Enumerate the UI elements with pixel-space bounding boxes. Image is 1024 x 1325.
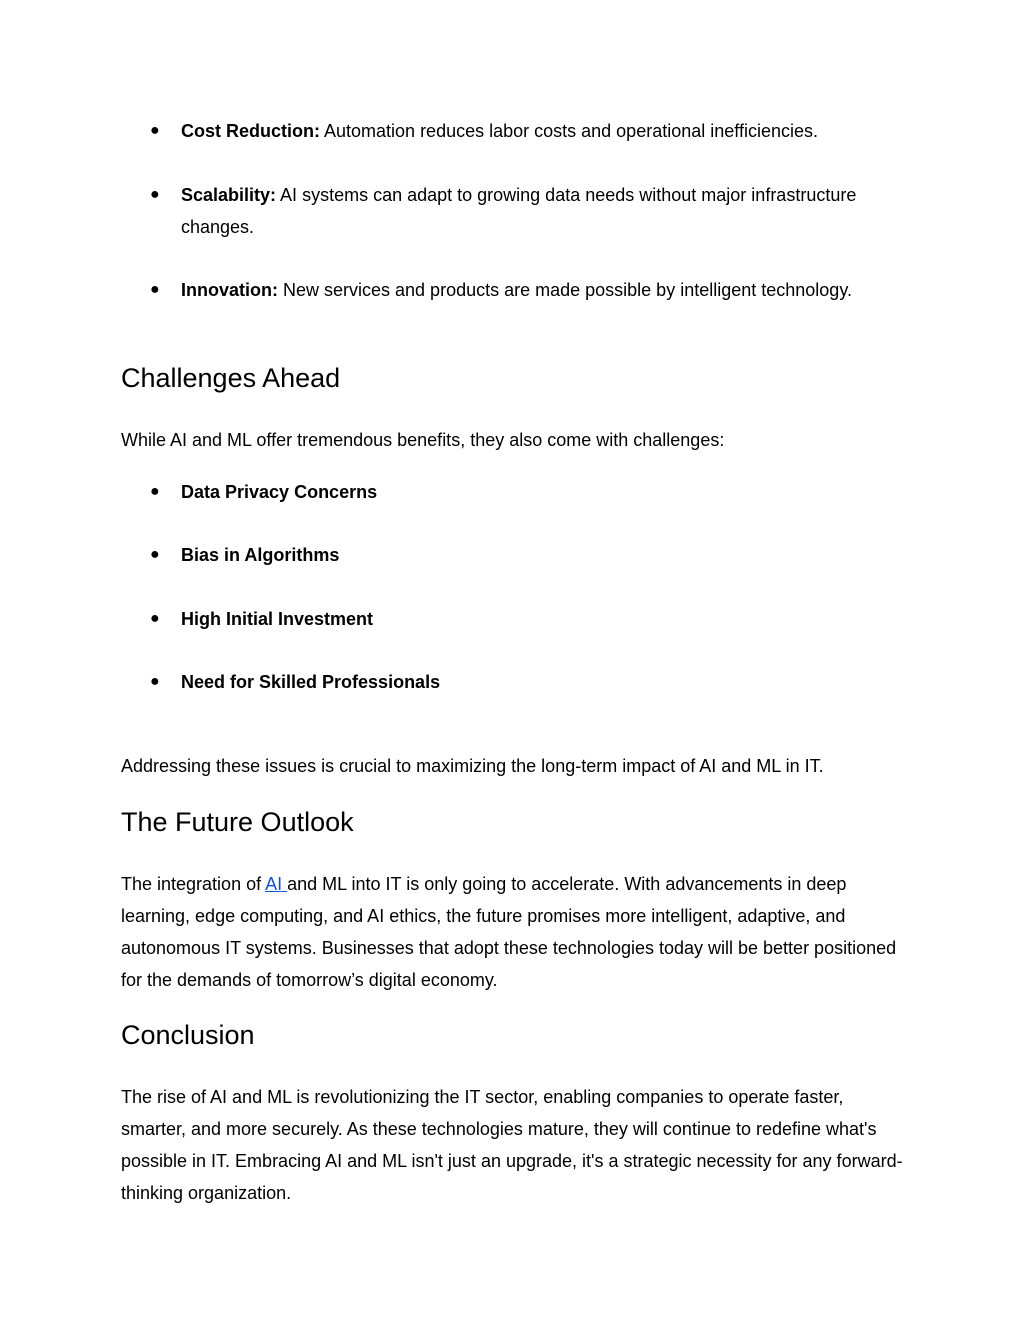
benefit-term: Scalability:	[181, 185, 277, 205]
conclusion-paragraph: The rise of AI and ML is revolutionizing the IT sector, enabling companies to operate faster, smarter, and more securely. As these technologies mature, they will continue to redefine what's possible in IT. Embracing AI and ML isn't just an upgrade, it's a strategic necessity for any forward-thinking organization.	[121, 1087, 903, 1203]
bullet-icon: ●	[150, 281, 160, 298]
benefit-description: New services and products are made possible by intelligent technology.	[278, 280, 852, 300]
bullet-icon: ●	[150, 186, 160, 203]
challenges-heading: Challenges Ahead	[121, 363, 341, 393]
bullet-icon: ●	[150, 546, 160, 563]
challenge-item-skilled-professionals	[150, 666, 910, 698]
challenges-closing: Addressing these issues is crucial to maximizing the long-term impact of AI and ML in IT.	[121, 756, 824, 776]
future-text-start: The integration of	[121, 874, 266, 894]
future-heading: The Future Outlook	[121, 807, 354, 837]
bullet-icon: ●	[150, 673, 160, 690]
challenge-label: Data Privacy Concerns	[181, 482, 378, 502]
bullet-icon: ●	[150, 610, 160, 627]
challenges-intro: While AI and ML offer tremendous benefits, they also come with challenges:	[121, 430, 725, 450]
future-paragraph	[121, 868, 911, 996]
benefit-term: Innovation:	[181, 280, 278, 300]
benefit-item-innovation	[150, 274, 910, 306]
conclusion-heading: Conclusion	[121, 1020, 255, 1050]
challenge-label: Need for Skilled Professionals	[181, 672, 441, 692]
challenge-item-bias	[150, 539, 910, 571]
benefit-description: AI systems can adapt to growing data needs without major infrastructure changes.	[181, 185, 857, 237]
challenge-item-data-privacy	[150, 476, 910, 508]
ai-link[interactable]: AI	[265, 874, 288, 894]
challenge-label: High Initial Investment	[181, 609, 374, 629]
bullet-icon: ●	[150, 122, 160, 139]
benefit-description: Automation reduces labor costs and operational inefficiencies.	[320, 121, 818, 141]
challenge-item-investment	[150, 603, 910, 635]
challenge-label: Bias in Algorithms	[181, 545, 340, 565]
benefit-item-scalability	[150, 179, 910, 243]
future-text-end: and ML into IT is only going to accelerate. With advancements in deep learning, edge computing, and AI ethics, the future promises more intelligent, adaptive, and autonomous IT systems. Businesses that adopt these technologies today will be better positioned for the demands of tomorrow’s digital economy.	[121, 874, 897, 990]
bullet-icon: ●	[150, 483, 160, 500]
benefit-term: Cost Reduction:	[181, 121, 320, 141]
benefit-item-cost-reduction	[150, 115, 910, 147]
